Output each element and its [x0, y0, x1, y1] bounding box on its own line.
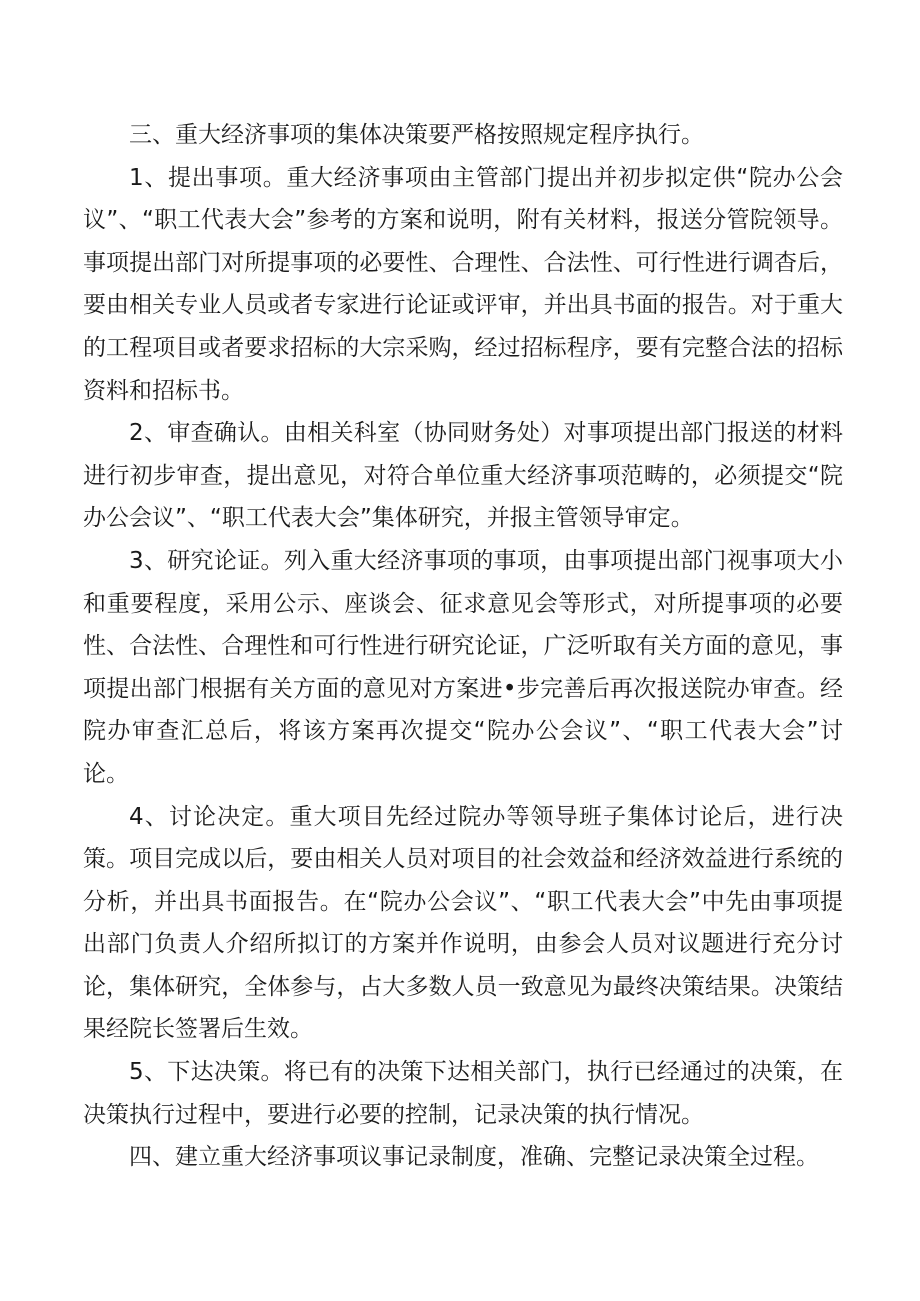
- document-body: [83, 114, 843, 1179]
- paragraph-propose-item: 1、提出事项。重大经济事项由主管部门提出并初步拟定供“院办公会议”、“职工代表大会”参考的方案和说明，附有关材料，报送分管院领导。事项提出部门对所提事项的必要性、合理性、合法性、可行性进行调杳后，要由相关专业人员或者专家进行论证或评审，并出具书面的报告。对于重大的工程项目或者要求招标的大宗采购，经过招标程序，要有完整合法的招标资料和招标书。: [83, 164, 843, 404]
- section-heading-4: 四、建立重大经济事项议事记录制度，准确、完整记录决策全过程。: [129, 1144, 819, 1171]
- paragraph-research-argument: 3、研究论证。列入重大经济事项的事项，由事项提出部门视事项大小和重要程度，采用公示、座谈会、征求意见会等形式，对所提事项的必要性、合法性、合理性和可行性进行研究论证，广泛听取有关方面的意见，事项提出部门根据有关方面的意见对方案进•步完善后再次报送院办审查。经院办审查汇总后，将该方案再次提交“院办公会议”、“职工代表大会”讨论。: [83, 547, 843, 787]
- paragraph-issue-decision: 5、下达决策。将已有的决策下达相关部门，执行已经通过的决策，在决策执行过程中，要进行必要的控制，记录决策的执行情况。: [83, 1059, 843, 1128]
- paragraph-review-confirm: 2、审查确认。由相关科室（协同财务处）对事项提出部门报送的材料进行初步审查，提出意见，对符合单位重大经济事项范畴的，必须提交“院办公会议”、“职工代表大会”集体研究，并报主管领导审定。: [83, 420, 843, 532]
- section-heading-3: 三、重大经济事项的集体决策要严格按照规定程序执行。: [129, 122, 704, 148]
- paragraph-discuss-decide: 4、讨论决定。重大项目先经过院办等领导班子集体讨论后，进行决策。项目完成以后，要由相关人员对项目的社会效益和经济效益进行系统的分析，并出具书面报告。在“院办公会议”、“职工代表大会”中先由事项提出部门负责人介绍所拟订的方案并作说明，由参会人员对议题进行充分讨论，集体研究，全体参与，占大多数人员一致意见为最终决策结果。决策结果经院长签署后生效。: [83, 803, 843, 1043]
